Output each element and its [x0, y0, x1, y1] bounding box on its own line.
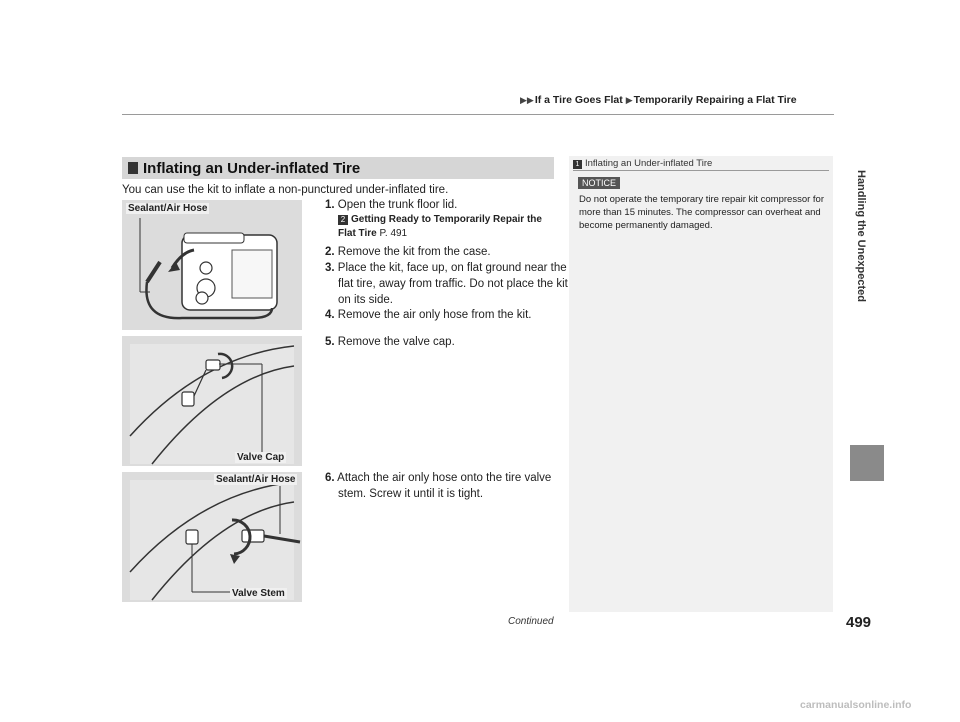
figure-callout-label: Valve Cap [237, 452, 285, 463]
chapter-tab-label: Handling the Unexpected [855, 170, 867, 303]
figure-compressor-kit [122, 200, 302, 330]
breadcrumb [520, 94, 797, 106]
step-number: 2. [325, 246, 335, 258]
notice-text: Do not operate the temporary tire repair kit compressor for more than 15 minutes. The compressor can overheat and become permanently damaged. [579, 194, 824, 231]
sidebar-title-text: Inflating an Under-inflated Tire [585, 158, 713, 169]
breadcrumb-arrow-icon: ▶ [625, 95, 633, 105]
step-number: 3. [325, 262, 335, 274]
figure-callout-label: Sealant/Air Hose [216, 474, 296, 485]
step-5 [325, 334, 555, 350]
step-number: 1. [325, 199, 335, 211]
figure-callout-label: Sealant/Air Hose [128, 203, 208, 214]
step-text: Open the trunk floor lid. [337, 199, 458, 211]
step-text: Remove the valve cap. [337, 336, 455, 348]
valve-stem-illustration [122, 472, 302, 602]
breadcrumb-item[interactable]: If a Tire Goes Flat [534, 94, 623, 106]
step-1 [325, 197, 555, 213]
reference-arrow-icon: 2 [338, 215, 348, 225]
breadcrumb-arrow-icon: ▶▶ [520, 95, 534, 105]
cross-reference[interactable] [338, 213, 558, 241]
header-divider [122, 114, 834, 115]
xref-title: Getting Ready to Temporarily Repair the Flat Tire [338, 214, 542, 239]
chapter-tab-marker [850, 445, 884, 481]
sidebar-divider [573, 170, 829, 171]
step-text: Place the kit, face up, on flat ground near the flat tire, away from traffic. Do not place the kit on its side. [337, 262, 568, 306]
notice-badge: NOTICE [578, 177, 620, 189]
step-number: 4. [325, 309, 335, 321]
step-number: 6. [325, 472, 335, 484]
page-number: 499 [846, 614, 872, 631]
step-number: 5. [325, 336, 335, 348]
breadcrumb-item[interactable]: Temporarily Repairing a Flat Tire [633, 94, 797, 106]
step-text: Remove the air only hose from the kit. [337, 309, 532, 321]
step-text: Remove the kit from the case. [337, 246, 491, 258]
xref-page: P. 491 [379, 228, 408, 239]
section-heading-text: Inflating an Under-inflated Tire [143, 159, 361, 177]
sidebar-title [573, 158, 712, 169]
step-text: Attach the air only hose onto the tire valve stem. Screw it until it is tight. [337, 472, 552, 500]
step-3 [325, 260, 570, 308]
step-4 [325, 307, 555, 323]
watermark-text: carmanualsonline.info [800, 699, 912, 711]
intro-text: You can use the kit to inflate a non-punctured under-inflated tire. [122, 184, 449, 196]
figure-valve-cap [122, 336, 302, 466]
compressor-kit-illustration [122, 200, 302, 330]
step-6 [325, 470, 570, 502]
reference-arrow-icon: 1 [573, 160, 582, 169]
valve-cap-illustration [122, 336, 302, 466]
figure-valve-stem [122, 472, 302, 602]
step-2 [325, 244, 555, 260]
continued-label: Continued [508, 616, 554, 627]
heading-square-icon [128, 162, 138, 174]
section-heading [122, 157, 554, 179]
figure-callout-label: Valve Stem [232, 588, 285, 599]
